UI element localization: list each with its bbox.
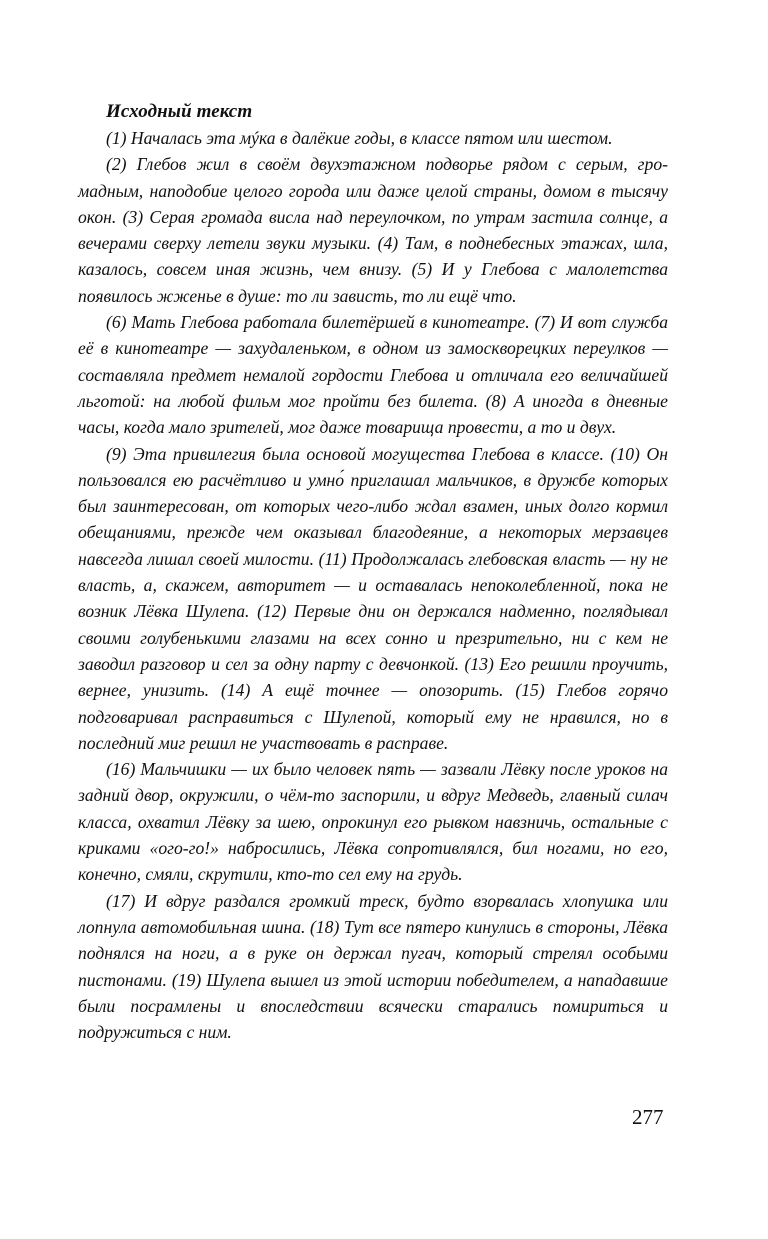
paragraph: (2) Глебов жил в своём двухэтажном подворье рядом с серым, громадным, наподобие целого города или даже целой страны, домом в тысячу окон. (3) Серая громада висла над переулочком, по утрам застила солнце, а вечерами сверху летели звуки музыки. (4) Там, в поднебесных этажах, шла, казалось, совсем иная жизнь, чем внизу. (5) И у Глебова с малолетства появилось жженье в душе: то ли зависть, то ли ещё что. [78, 154, 668, 306]
section-heading: Исходный текст [106, 101, 253, 122]
paragraph: (1) Началась эта мýка в далёкие годы, в классе пятом или шестом. [106, 128, 613, 148]
paragraph: (9) Эта привилегия была основой могущества Глебова в классе. (10) Он пользовался ею расчётливо и умно́ приглашал мальчиков, в дружбе которых был заинтересован, от которых чего-либо ждал взамен, иных долго кормил обещаниями, прежде чем оказывал благодеяние, а некоторых мерзавцев навсегда лишал своей милости. (11) Продолжалась глебовская власть — ну не власть, а, скажем, авторитет — и оставалась непоколебленной, пока не возник Лёвка Шулепа. (12) Первые дни он держался надменно, поглядывал своими голубенькими глазами на всех сонно и презрительно, ни с кем не заводил разговор и сел за одну парту с девчонкой. (13) Его решили проучить, вернее, унизить. (14) А ещё точнее — опозорить. (15) Глебов горячо подговаривал расправиться с Шулепой, который ему не нравился, но в последний миг решил не участвовать в расправе. [78, 443, 668, 753]
text-page [78, 99, 668, 1045]
paragraph: (6) Мать Глебова работала билетёршей в кинотеатре. (7) И вот служба её в кинотеатре — захудаленьком, в одном из замоскворецких переулков — составляла предмет немалой гордости Глебова и отличала его величайшей льготой: на любой фильм мог пройти без билета. (8) А иногда в дневные часы, когда мало зрителей, мог даже товарища провести, а то и двух. [78, 312, 668, 438]
page-number: 277 [632, 1105, 664, 1129]
paragraph: (16) Мальчишки — их было человек пять — зазвали Лёвку после уроков на задний двор, окружили, о чём-то заспорили, и вдруг Медведь, главный силач класса, охватил Лёвку за шею, опрокинул его рывком навзничь, остальные с криками «ого-го!» набросились, Лёвка сопротивлялся, бил ногами, но его, конечно, смяли, скрутили, кто-то сел ему на грудь. [78, 759, 668, 885]
paragraph: (17) И вдруг раздался громкий треск, будто взорвалась хлопушка или лопнула автомобильная шина. (18) Тут все пятеро кинулись в стороны, Лёвка поднялся на ноги, а в руке он держал пугач, который стрелял особыми пистонами. (19) Шулепа вышел из этой истории победителем, а нападавшие были посрамлены и впоследствии всячески старались помириться и подружиться с ним. [78, 890, 668, 1043]
